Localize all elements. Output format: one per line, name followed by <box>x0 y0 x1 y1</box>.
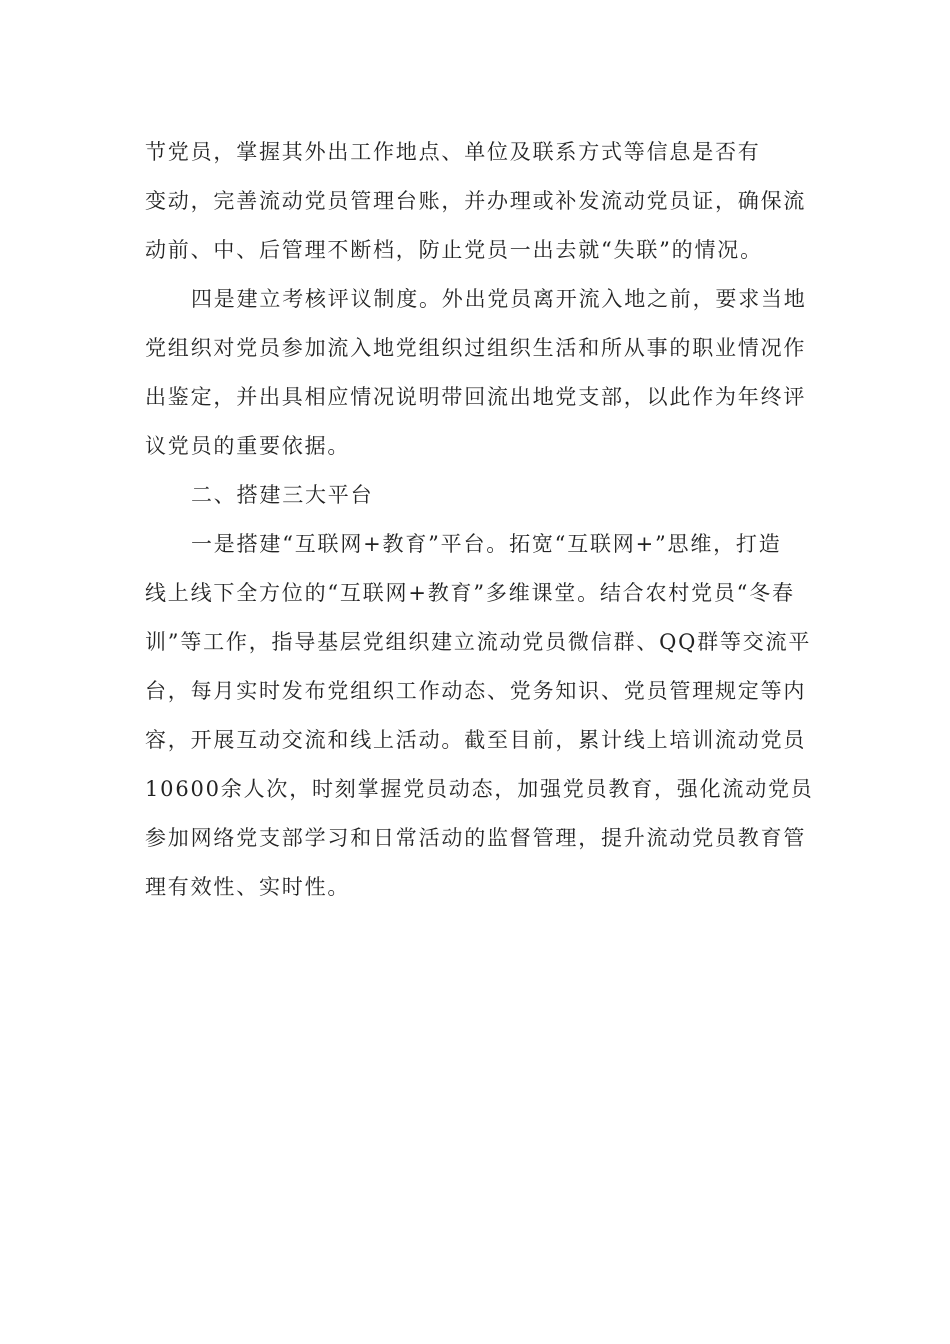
heading-line: 二、搭建三大平台 <box>191 483 374 507</box>
paragraph-internet-education <box>145 520 814 912</box>
text-line: 节党员，掌握其外出工作地点、单位及联系方式等信息是否有 <box>145 140 761 164</box>
document-body <box>145 128 814 912</box>
text-line: 容，开展互动交流和线上活动。截至目前，累计线上培训流动党员 <box>145 728 807 752</box>
text-line: 10600余人次，时刻掌握党员动态，加强党员教育，强化流动党员 <box>145 777 814 801</box>
text-line: 四是建立考核评议制度。外出党员离开流入地之前，要求当地 <box>191 287 807 311</box>
text-line: 线上线下全方位的“互联网+教育”多维课堂。结合农村党员“冬春 <box>145 581 795 605</box>
text-line: 动前、中、后管理不断档，防止党员一出去就“失联”的情况。 <box>145 238 763 262</box>
text-line: 一是搭建“互联网+教育”平台。拓宽“互联网+”思维，打造 <box>191 532 782 556</box>
paragraph-continuation <box>145 128 805 275</box>
text-line: 出鉴定，并出具相应情况说明带回流出地党支部，以此作为年终评 <box>145 385 807 409</box>
paragraph-assessment-system <box>145 275 805 471</box>
text-line: 理有效性、实时性。 <box>145 875 351 899</box>
text-line: 变动，完善流动党员管理台账，并办理或补发流动党员证，确保流 <box>145 189 807 213</box>
text-line: 党组织对党员参加流入地党组织过组织生活和所从事的职业情况作 <box>145 336 807 360</box>
text-line: 训”等工作，指导基层党组织建立流动党员微信群、QQ群等交流平 <box>145 630 812 654</box>
text-line: 台，每月实时发布党组织工作动态、党务知识、党员管理规定等内 <box>145 679 807 703</box>
text-line: 参加网络党支部学习和日常活动的监督管理，提升流动党员教育管 <box>145 826 807 850</box>
text-line: 议党员的重要依据。 <box>145 434 351 458</box>
section-heading <box>145 471 805 520</box>
